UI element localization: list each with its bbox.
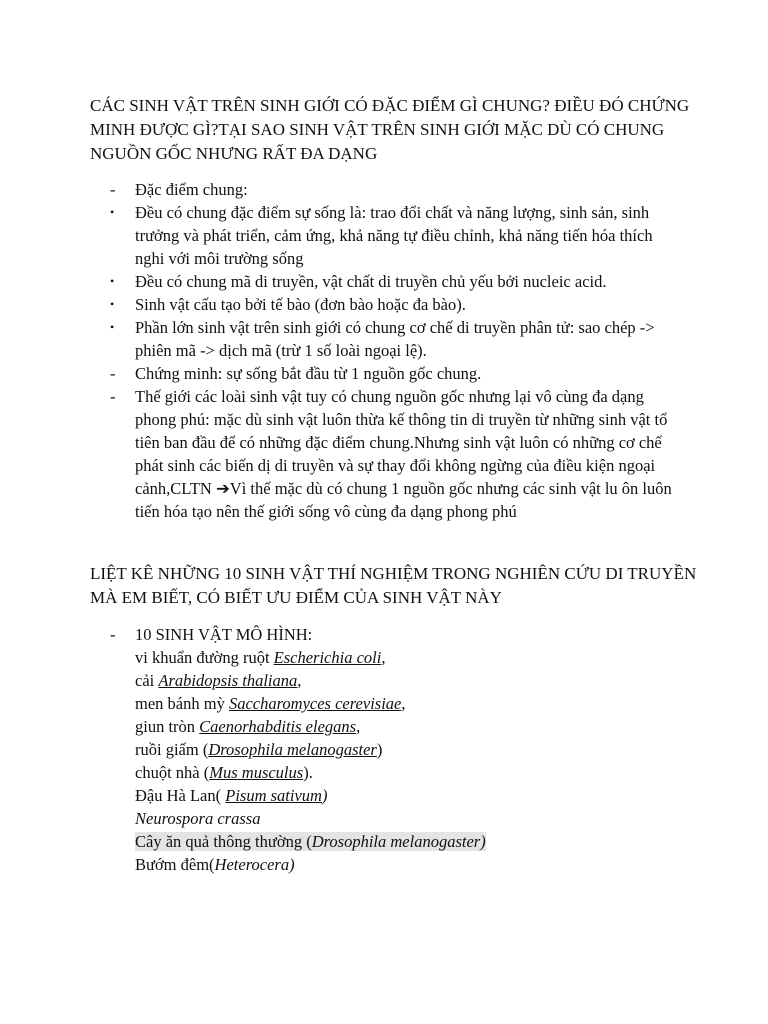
list-item [0,316,680,362]
list-item-text: Chứng minh: sự sống bắt đầu từ 1 nguồn gốc chung. [135,364,482,383]
scientific-name: Pisum sativum [225,786,322,805]
scientific-name: Saccharomyces cerevisiae [228,694,402,713]
list-item-text: Đều có chung mã di truyền, vật chất di truyền chủ yếu bởi nucleic acid. [135,272,607,291]
list-item [0,178,680,201]
list-item [0,270,680,293]
bullet-marker: • [110,274,115,288]
scientific-name: Drosophila melanogaster [208,740,377,759]
section-heading-2: LIỆT KÊ NHỮNG 10 SINH VẬT THÍ NGHIỆM TRONG NGHIÊN CỨU DI TRUYỀN MÀ EM BIẾT, CÓ BIẾT ƯU ĐIỂM CỦA SINH VẬT NÀY [90,564,697,607]
scientific-name: Caenorhabditis elegans [199,717,357,736]
organism-entry [135,807,680,830]
dash-marker: - [110,625,116,644]
organism-entry: cải Arabidopsis thaliana, [135,671,302,690]
dash-marker: - [110,364,116,383]
organism-entry: Bướm đêm(Heterocera) [135,855,295,874]
scientific-name: Arabidopsis thaliana [158,671,298,690]
scientific-name: Escherichia coli [273,648,382,667]
list-item [0,623,680,876]
list-item [0,385,680,523]
dash-marker: - [110,180,116,199]
organism-entry: men bánh mỳ Saccharomyces cerevisiae, [135,694,406,713]
characteristics-list [0,178,680,523]
section-heading-1: CÁC SINH VẬT TRÊN SINH GIỚI CÓ ĐẶC ĐIỂM GÌ CHUNG? ĐIỀU ĐÓ CHỨNG MINH ĐƯỢC GÌ?TẠI SAO SINH VẬT TRÊN SINH GIỚI MẶC DÙ CÓ CHUNG NGUỒN GỐC NHƯNG RẤT ĐA DẠNG [90,96,690,163]
organism-entry: chuột nhà (Mus musculus). [135,763,313,782]
scientific-name: Neurospora crassa [135,809,261,828]
organisms-title: 10 SINH VẬT MÔ HÌNH: [135,625,313,644]
dash-marker: - [110,387,116,406]
bullet-marker: • [110,320,115,334]
list-item-text: Đặc điểm chung: [135,180,248,199]
organism-entry [135,830,680,853]
list-item-text: Thế giới các loài sinh vật tuy có chung nguồn gốc nhưng lại vô cùng đa dạng phong phú: mặc dù sinh vật luôn thừa kế thông tin di truyền từ những sinh vật tổ tiên ban đầu để có những đặc điểm chung.Nhưng sinh vật luôn có những cơ chế phát sinh các biến dị di truyền và sự thay đổi không ngừng của điều kiện ngoại cảnh,CLTN ➔Vì thế mặc dù có chung 1 nguồn gốc nhưng các sinh vật lu ôn luôn tiến hóa tạo nên thế giới sống vô cùng đa dạng phong phú [135,387,672,521]
list-item [0,293,680,316]
list-item-text: Phần lớn sinh vật trên sinh giới có chung cơ chế di truyền phân tử: sao chép -> phiên mã -> dịch mã (trừ 1 số loài ngoại lệ). [135,318,655,360]
model-organisms-list [0,623,680,876]
scientific-name: Heterocera [214,855,290,874]
scientific-name: Mus musculus [209,763,304,782]
bullet-marker: • [110,297,115,311]
highlighted-text: Cây ăn quả thông thường (Drosophila melanogaster) [135,832,486,851]
list-item-text: Sinh vật cấu tạo bởi tế bào (đơn bào hoặc đa bào). [135,295,466,314]
organism-entry: ruồi giấm (Drosophila melanogaster) [135,740,383,759]
scientific-name: Drosophila melanogaster [311,832,481,851]
list-item [0,201,680,270]
organism-entry: Đậu Hà Lan( Pisum sativum) [135,786,328,805]
organism-entry: vi khuẩn đường ruột Escherichia coli, [135,648,386,667]
bullet-marker: • [110,205,115,219]
list-item [0,362,680,385]
organism-entry: giun tròn Caenorhabditis elegans, [135,717,361,736]
list-item-text: Đều có chung đặc điểm sự sống là: trao đổi chất và năng lượng, sinh sản, sinh trưởng và phát triển, cảm ứng, khả năng tự điều chỉnh, khả năng tiến hóa thích nghi với môi trường sống [135,203,653,268]
